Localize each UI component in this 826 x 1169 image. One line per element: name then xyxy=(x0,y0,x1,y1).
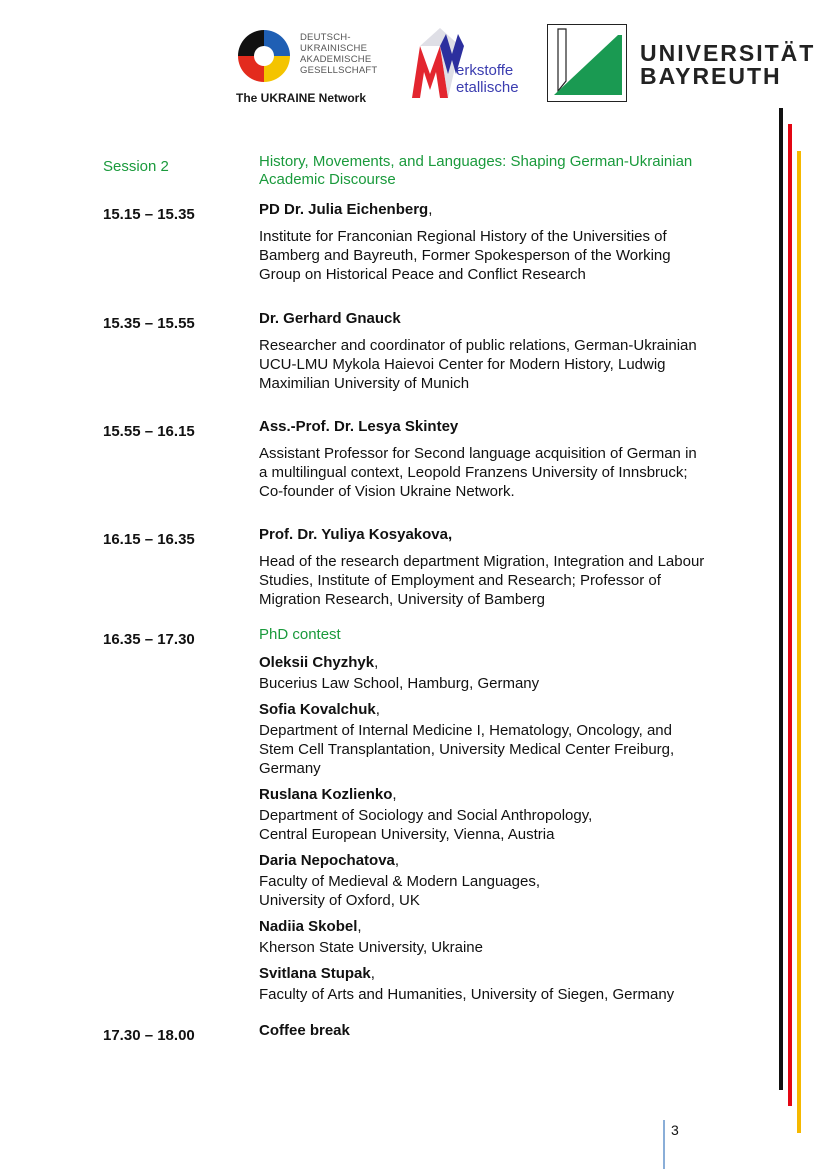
talk-block xyxy=(259,526,709,609)
phd-comma: , xyxy=(375,701,380,718)
mw-line2: etallische xyxy=(456,79,519,96)
talk-affiliation: Assistant Professor for Second language acquisition of German in a multilingual context, Leopold Franzens University of Innsbruck; Co-founder of Vision Ukraine Network. xyxy=(259,445,697,500)
talk-time: 15.55 – 16.15 xyxy=(103,423,195,440)
phd-entry xyxy=(259,965,709,1004)
werkstoffe-metallische-logo xyxy=(406,24,536,102)
phd-entry xyxy=(259,654,709,693)
coffee-block xyxy=(259,1022,709,1040)
dug-line: AKADEMISCHE xyxy=(300,54,372,65)
phd-affiliation: Department of Sociology and Social Anthropology, Central European University, Vienna, Austria xyxy=(259,807,593,843)
coffee-title: Coffee break xyxy=(259,1022,350,1039)
session-title: History, Movements, and Languages: Shaping German-Ukrainian Academic Discourse xyxy=(259,153,693,188)
talk-speaker: Dr. Gerhard Gnauck xyxy=(259,310,401,327)
phd-entry xyxy=(259,786,709,844)
dug-line: DEUTSCH- xyxy=(300,32,351,43)
ubt-logo-mark xyxy=(547,24,627,102)
stripe-black xyxy=(779,108,783,1090)
phd-comma: , xyxy=(357,918,362,935)
phd-time: 16.35 – 17.30 xyxy=(103,631,195,648)
talk-time: 16.15 – 16.35 xyxy=(103,531,195,548)
ubt-name xyxy=(640,42,815,88)
phd-comma: , xyxy=(370,965,375,982)
phd-entry xyxy=(259,852,709,910)
phd-name: Daria Nepochatova xyxy=(259,852,395,869)
phd-entry xyxy=(259,701,709,778)
talk-speaker: PD Dr. Julia Eichenberg xyxy=(259,201,429,218)
talk-time: 15.35 – 15.55 xyxy=(103,315,195,332)
talk-affiliation: Head of the research department Migration, Integration and Labour Studies, Institute of Employment and Research; Professor of Migration Research, University of Bamberg xyxy=(259,553,705,608)
mw-line1: erkstoffe xyxy=(456,62,514,79)
phd-affiliation: Kherson State University, Ukraine xyxy=(259,939,483,956)
talk-speaker-suffix: , xyxy=(428,201,433,218)
talk-time: 15.15 – 15.35 xyxy=(103,206,195,223)
talk-block xyxy=(259,201,709,284)
phd-affiliation: Department of Internal Medicine I, Hematology, Oncology, and Stem Cell Transplantation, University Medical Center Freiburg, Germany xyxy=(259,722,675,777)
phd-comma: , xyxy=(394,852,400,869)
stripe-red xyxy=(788,124,792,1106)
talk-block xyxy=(259,310,709,393)
talk-affiliation: Researcher and coordinator of public relations, German-Ukrainian UCU-LMU Mykola Haievoi Center for Modern History, Ludwig Maximilian University of Munich xyxy=(259,337,697,392)
phd-affiliation: Faculty of Medieval & Modern Languages, University of Oxford, UK xyxy=(259,873,540,909)
ubt-mark-icon xyxy=(548,25,626,101)
phd-affiliation: Faculty of Arts and Humanities, University of Siegen, Germany xyxy=(259,986,675,1003)
talk-speaker: Prof. Dr. Yuliya Kosyakova, xyxy=(259,526,453,543)
session-label: Session 2 xyxy=(103,158,169,175)
phd-name: Oleksii Chyzhyk xyxy=(259,654,375,671)
ubt-line1: UNIVERSITÄT xyxy=(640,40,816,66)
phd-block xyxy=(259,626,709,1004)
phd-name: Sofia Kovalchuk xyxy=(259,701,376,718)
phd-name: Nadiia Skobel xyxy=(259,918,358,935)
phd-comma: , xyxy=(392,786,397,803)
dug-name xyxy=(300,32,377,76)
session-title-block xyxy=(259,153,709,189)
page-number-bar xyxy=(663,1120,665,1169)
phd-affiliation: Bucerius Law School, Hamburg, Germany xyxy=(259,675,540,692)
dug-line: GESELLSCHAFT xyxy=(300,65,378,76)
page-number: 3 xyxy=(671,1122,679,1138)
phd-name: Ruslana Kozlienko xyxy=(259,786,393,803)
talk-speaker: Ass.-Prof. Dr. Lesya Skintey xyxy=(259,418,459,435)
dug-line: UKRAINISCHE xyxy=(300,43,368,54)
phd-comma: , xyxy=(374,654,379,671)
coffee-time: 17.30 – 18.00 xyxy=(103,1027,195,1044)
phd-entry xyxy=(259,918,709,957)
talk-affiliation: Institute for Franconian Regional History of the Universities of Bamberg and Bayreuth, Former Spokesperson of the Working Group on Historical Peace and Conflict Research xyxy=(259,228,671,283)
ukraine-network-label: The UKRAINE Network xyxy=(236,91,367,105)
ubt-line2: BAYREUTH xyxy=(640,63,782,89)
stripe-gold xyxy=(797,151,801,1133)
dug-logo xyxy=(232,26,392,106)
dug-ring-icon xyxy=(234,26,294,86)
phd-name: Svitlana Stupak xyxy=(259,965,371,982)
talk-block xyxy=(259,418,709,501)
phd-title: PhD contest xyxy=(259,626,341,643)
